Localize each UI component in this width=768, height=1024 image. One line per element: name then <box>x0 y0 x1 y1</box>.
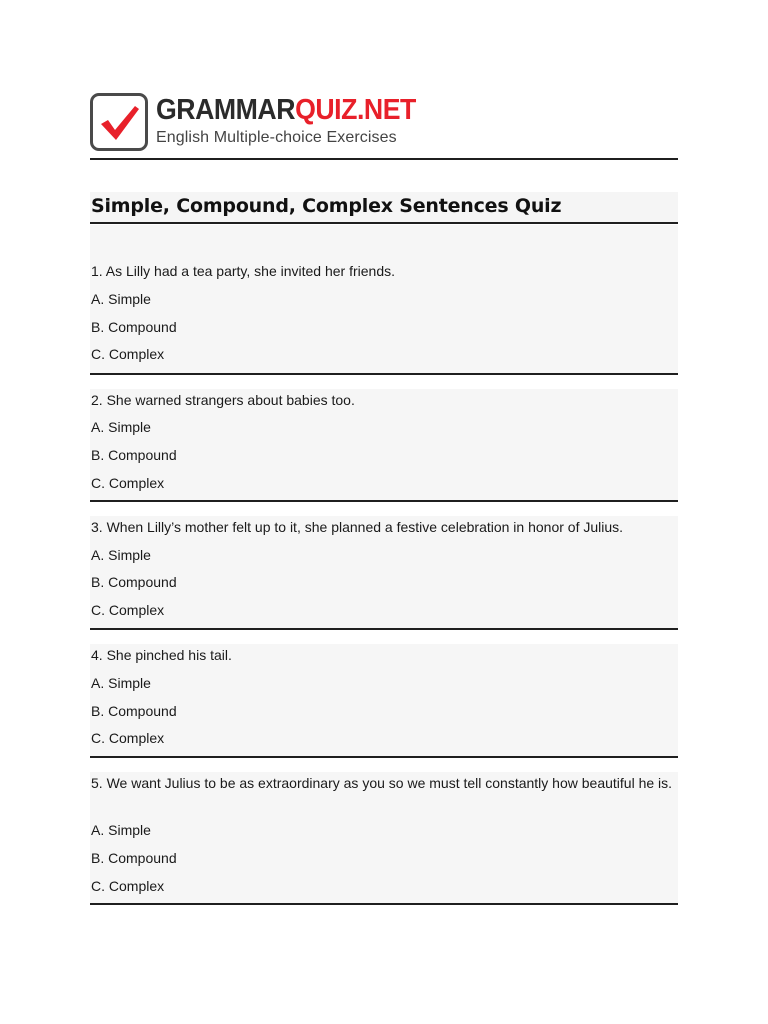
answer-option[interactable]: B. Compound <box>91 319 177 335</box>
answer-option[interactable]: A. Simple <box>91 419 151 435</box>
page-title: Simple, Compound, Complex Sentences Quiz <box>91 195 562 217</box>
question-block <box>90 516 678 630</box>
answer-option[interactable]: C. Complex <box>91 602 165 618</box>
site-tagline: English Multiple-choice Exercises <box>156 129 397 146</box>
answer-option[interactable]: A. Simple <box>91 291 151 307</box>
answer-option[interactable]: A. Simple <box>91 675 151 691</box>
question-block <box>90 389 678 502</box>
question-text: 1. As Lilly had a tea party, she invited her friends. <box>91 263 396 279</box>
question-text: 3. When Lilly’s mother felt up to it, she planned a festive celebration in honor of Julius. <box>91 519 624 535</box>
answer-option[interactable]: B. Compound <box>91 574 177 590</box>
answer-option[interactable]: B. Compound <box>91 850 177 866</box>
answer-option[interactable]: A. Simple <box>91 822 151 838</box>
answer-option[interactable]: B. Compound <box>91 447 177 463</box>
question-block <box>90 772 678 905</box>
answer-option[interactable]: A. Simple <box>91 547 151 563</box>
question-text: 2. She warned strangers about babies too. <box>91 392 355 408</box>
question-block <box>90 644 678 758</box>
answer-option[interactable]: C. Complex <box>91 475 165 491</box>
checkmark-icon <box>90 93 148 151</box>
answer-option[interactable]: C. Complex <box>91 730 165 746</box>
quiz-title-bar <box>90 192 678 224</box>
answer-option[interactable]: C. Complex <box>91 346 165 362</box>
site-header <box>90 92 678 160</box>
question-text: 5. We want Julius to be as extraordinary as you so we must tell constantly how beautiful he is. <box>91 775 673 791</box>
answer-option[interactable]: B. Compound <box>91 703 177 719</box>
question-block <box>90 225 678 375</box>
answer-option[interactable]: C. Complex <box>91 878 165 894</box>
site-logo-text[interactable]: GRAMMARQUIZ.NET <box>156 94 416 126</box>
question-text: 4. She pinched his tail. <box>91 647 232 663</box>
